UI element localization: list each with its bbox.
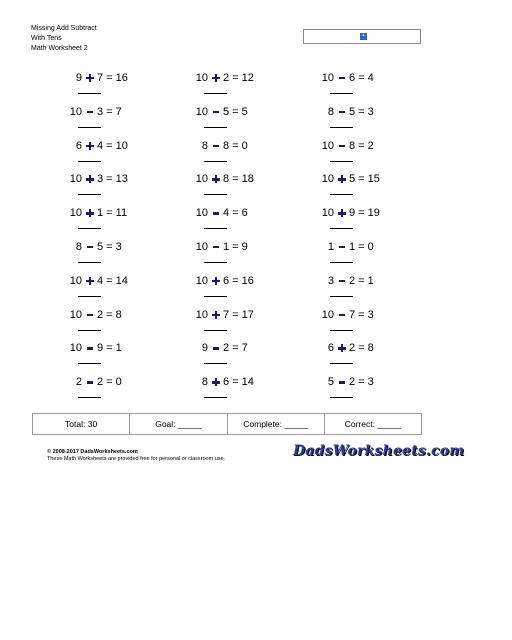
answer-blank[interactable]	[78, 228, 101, 229]
problem-item	[47, 136, 173, 170]
plus-icon	[210, 309, 222, 321]
minus-icon	[336, 72, 348, 84]
answer-blank[interactable]	[330, 397, 353, 398]
first-number: 10	[321, 207, 334, 220]
first-number: 5	[327, 376, 334, 389]
answer-blank[interactable]	[204, 93, 227, 94]
problem-item	[299, 203, 407, 237]
equation-remainder: 5 = 3	[349, 105, 374, 118]
equation-remainder: 2 = 0	[97, 376, 122, 389]
problem-item	[47, 169, 173, 203]
minus-icon	[210, 342, 222, 354]
answer-blank[interactable]	[330, 194, 353, 195]
answer-blank[interactable]	[330, 93, 353, 94]
first-number: 10	[69, 342, 82, 355]
equation-remainder: 4 = 14	[97, 274, 128, 287]
answer-blank[interactable]	[204, 363, 227, 364]
copyright-notice	[47, 449, 225, 463]
first-number: 2	[75, 376, 82, 389]
first-number: 9	[75, 72, 82, 84]
answer-blank[interactable]	[330, 330, 353, 331]
plus-icon	[336, 173, 348, 185]
problem-item	[173, 136, 299, 170]
equation-remainder: 3 = 13	[97, 173, 128, 186]
minus-icon	[336, 309, 348, 321]
equation-remainder: 7 = 16	[97, 72, 128, 84]
minus-icon	[336, 106, 348, 118]
plus-icon	[84, 275, 96, 287]
equation-remainder: 6 = 16	[223, 274, 254, 287]
qr-code-icon[interactable]: ▪	[360, 33, 367, 40]
equation-remainder: 8 = 2	[349, 139, 374, 152]
first-number: 10	[69, 173, 82, 186]
header-title: Missing Add Subtract	[31, 25, 97, 32]
answer-blank[interactable]	[204, 127, 227, 128]
problem-item	[173, 237, 299, 271]
answer-blank[interactable]	[330, 262, 353, 263]
first-number: 10	[195, 308, 208, 321]
dadsworksheets-logo[interactable]: DadsWorksheets.com	[293, 443, 465, 459]
equation-remainder: 9 = 19	[349, 207, 380, 220]
plus-icon	[210, 275, 222, 287]
answer-blank[interactable]	[78, 93, 101, 94]
minus-icon	[336, 376, 348, 388]
equation-remainder: 2 = 8	[349, 342, 374, 355]
first-number: 3	[327, 274, 334, 287]
equation-remainder: 2 = 12	[223, 72, 254, 84]
equation-remainder: 2 = 8	[97, 308, 122, 321]
first-number: 10	[69, 274, 82, 287]
equation-remainder: 6 = 14	[223, 376, 254, 389]
first-number: 6	[327, 342, 334, 355]
minus-icon	[84, 342, 96, 354]
problem-item	[47, 305, 173, 339]
plus-icon	[84, 207, 96, 219]
first-number: 10	[321, 72, 334, 84]
answer-blank[interactable]	[330, 296, 353, 297]
first-number: 10	[321, 308, 334, 321]
answer-blank[interactable]	[204, 161, 227, 162]
first-number: 10	[195, 207, 208, 220]
answer-blank[interactable]	[78, 262, 101, 263]
equation-remainder: 4 = 10	[97, 139, 128, 152]
equation-remainder: 6 = 4	[349, 72, 374, 84]
correct-cell: Correct: _____	[344, 419, 401, 429]
first-number: 8	[201, 139, 208, 152]
equation-remainder: 5 = 15	[349, 173, 380, 186]
first-number: 10	[195, 105, 208, 118]
problem-item	[299, 338, 407, 372]
plus-icon	[336, 207, 348, 219]
answer-blank[interactable]	[78, 296, 101, 297]
worksheet-header	[31, 24, 97, 54]
complete-cell: Complete: _____	[228, 414, 325, 434]
problem-item	[173, 203, 299, 237]
plus-icon	[84, 72, 96, 84]
first-number: 1	[327, 240, 334, 253]
problem-item	[47, 271, 173, 305]
problem-item	[173, 271, 299, 305]
equation-remainder: 4 = 6	[223, 207, 248, 220]
minus-icon	[84, 309, 96, 321]
problem-item	[299, 136, 407, 170]
minus-icon	[210, 241, 222, 253]
plus-icon	[84, 140, 96, 152]
equation-remainder: 8 = 0	[223, 139, 248, 152]
equation-remainder: 7 = 17	[223, 308, 254, 321]
problem-item	[47, 338, 173, 372]
equation-remainder: 2 = 3	[349, 376, 374, 389]
equation-remainder: 9 = 1	[97, 342, 122, 355]
plus-icon	[84, 173, 96, 185]
first-number: 10	[195, 72, 208, 84]
score-table	[32, 413, 422, 435]
first-number: 10	[69, 308, 82, 321]
minus-icon	[84, 376, 96, 388]
answer-blank[interactable]	[204, 330, 227, 331]
answer-blank[interactable]	[78, 194, 101, 195]
goal-cell: Goal: _____	[130, 414, 227, 434]
plus-icon	[210, 72, 222, 84]
problem-item	[173, 338, 299, 372]
equation-remainder: 5 = 5	[223, 105, 248, 118]
problem-item	[173, 169, 299, 203]
problem-item	[173, 372, 299, 406]
first-number: 10	[321, 173, 334, 186]
problem-item	[173, 102, 299, 136]
minus-icon	[210, 207, 222, 219]
problem-item	[47, 68, 173, 102]
problem-item	[47, 372, 173, 406]
answer-blank[interactable]	[78, 363, 101, 364]
usage-note: These Math Worksheets are provided free for personal or classroom use.	[47, 456, 226, 462]
plus-icon	[210, 376, 222, 388]
equation-remainder: 2 = 7	[223, 342, 248, 355]
problem-item	[173, 68, 299, 102]
answer-blank[interactable]	[204, 262, 227, 263]
equation-remainder: 8 = 18	[223, 173, 254, 186]
problem-item	[299, 169, 407, 203]
plus-icon	[336, 342, 348, 354]
first-number: 8	[75, 240, 82, 253]
first-number: 6	[75, 139, 82, 152]
first-number: 10	[321, 139, 334, 152]
answer-blank[interactable]	[78, 161, 101, 162]
equation-remainder: 1 = 9	[223, 240, 248, 253]
equation-remainder: 5 = 3	[97, 240, 122, 253]
equation-remainder: 3 = 7	[97, 105, 122, 118]
problem-grid	[47, 68, 407, 406]
answer-blank[interactable]	[204, 194, 227, 195]
minus-icon	[84, 241, 96, 253]
minus-icon	[210, 140, 222, 152]
total-cell: Total: 30	[33, 414, 130, 434]
minus-icon	[210, 106, 222, 118]
problem-item	[299, 102, 407, 136]
answer-blank[interactable]	[330, 127, 353, 128]
first-number: 10	[69, 207, 82, 220]
answer-blank[interactable]	[204, 296, 227, 297]
first-number: 10	[195, 274, 208, 287]
qr-code-box[interactable]	[303, 29, 421, 44]
copyright-line: © 2008-2017 DadsWorksheets.com	[47, 449, 138, 455]
header-subtitle: With Tens	[31, 35, 62, 42]
problem-item	[299, 237, 407, 271]
answer-blank[interactable]	[204, 228, 227, 229]
equation-remainder: 7 = 3	[349, 308, 374, 321]
first-number: 8	[201, 376, 208, 389]
first-number: 10	[195, 173, 208, 186]
problem-item	[299, 68, 407, 102]
equation-remainder: 1 = 11	[97, 207, 128, 220]
problem-item	[299, 271, 407, 305]
equation-remainder: 1 = 0	[349, 240, 374, 253]
first-number: 10	[69, 105, 82, 118]
answer-blank[interactable]	[78, 127, 101, 128]
minus-icon	[336, 241, 348, 253]
answer-blank[interactable]	[330, 161, 353, 162]
answer-blank[interactable]	[330, 363, 353, 364]
answer-blank[interactable]	[78, 397, 101, 398]
first-number: 8	[327, 105, 334, 118]
minus-icon	[336, 140, 348, 152]
minus-icon	[84, 106, 96, 118]
answer-blank[interactable]	[330, 228, 353, 229]
problem-item	[299, 305, 407, 339]
problem-item	[47, 203, 173, 237]
first-number: 9	[201, 342, 208, 355]
minus-icon	[336, 275, 348, 287]
answer-blank[interactable]	[204, 397, 227, 398]
equation-remainder: 2 = 1	[349, 274, 374, 287]
header-worksheet-number: Math Worksheet 2	[31, 45, 88, 52]
plus-icon	[210, 173, 222, 185]
answer-blank[interactable]	[78, 330, 101, 331]
first-number: 10	[195, 240, 208, 253]
problem-item	[47, 102, 173, 136]
problem-item	[173, 305, 299, 339]
problem-item	[47, 237, 173, 271]
problem-item	[299, 372, 407, 406]
